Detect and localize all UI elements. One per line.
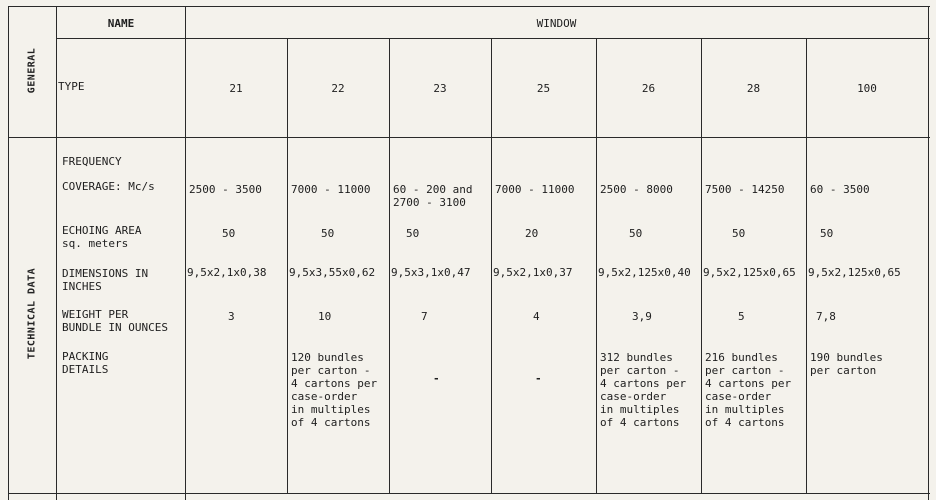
coverage-label: COVERAGE: Mc/s [62, 180, 155, 193]
rule-top [8, 6, 930, 7]
packing-details-label: DETAILS [62, 363, 109, 376]
coverage-value: 2500 - 8000 [600, 183, 673, 196]
packing-value: 4 cartons per [600, 377, 687, 390]
weight-value: 7 [421, 310, 428, 323]
coverage-value: 7500 - 14250 [705, 183, 785, 196]
type-value: 26 [641, 82, 656, 95]
packing-value: case-order [291, 390, 358, 403]
echoing-area-value: 50 [321, 227, 335, 240]
packing-value: of 4 cartons [600, 416, 680, 429]
packing-details-label: PACKING [62, 350, 109, 363]
rule-label-col [56, 6, 57, 500]
packing-value: of 4 cartons [291, 416, 371, 429]
general-side-label: GENERAL [26, 47, 38, 94]
dimensions-value: 9,5x2,1x0,38 [187, 266, 267, 279]
echoing-area-value: 20 [525, 227, 539, 240]
rule-left [8, 6, 9, 500]
type-value: 22 [331, 82, 345, 95]
window-header: WINDOW [536, 17, 577, 30]
rule-col-4 [596, 38, 597, 493]
coverage-value: 60 - 3500 [810, 183, 870, 196]
type-value: 25 [536, 82, 551, 95]
frequency-label: FREQUENCY [62, 155, 122, 168]
type-value: 21 [229, 82, 243, 95]
rule-col-5 [701, 38, 702, 493]
rule-name-col [185, 6, 186, 500]
rule-right [928, 6, 929, 500]
dimensions-label: INCHES [62, 280, 102, 293]
packing-value: case-order [705, 390, 772, 403]
rule-col-3 [491, 38, 492, 493]
packing-value: per carton - [600, 364, 680, 377]
packing-value: per carton [810, 364, 877, 377]
rule-col-1 [287, 38, 288, 493]
weight-value: 10 [318, 310, 332, 323]
echoing-area-value: 50 [406, 227, 420, 240]
echoing-area-value: 50 [732, 227, 746, 240]
weight-value: 7,8 [816, 310, 836, 323]
coverage-value: 2700 - 3100 [393, 196, 466, 209]
packing-value: 312 bundles [600, 351, 673, 364]
echoing-area-label: ECHOING AREA [62, 224, 142, 237]
packing-value: in multiples [291, 403, 371, 416]
name-header: NAME [107, 17, 135, 30]
coverage-value: 7000 - 11000 [495, 183, 575, 196]
packing-dash: - [433, 372, 440, 385]
packing-value: per carton - [705, 364, 785, 377]
rule-bottom [8, 493, 930, 494]
coverage-value: 60 - 200 and [393, 183, 473, 196]
dimensions-value: 9,5x2,125x0,65 [703, 266, 796, 279]
type-value: 100 [857, 82, 877, 95]
packing-value: 216 bundles [705, 351, 778, 364]
packing-value: in multiples [705, 403, 785, 416]
dimensions-value: 9,5x2,125x0,40 [598, 266, 691, 279]
echoing-area-value: 50 [820, 227, 834, 240]
weight-value: 3,9 [632, 310, 652, 323]
type-value: 28 [746, 82, 761, 95]
weight-value: 5 [738, 310, 745, 323]
packing-value: in multiples [600, 403, 680, 416]
dimensions-value: 9,5x3,1x0,47 [391, 266, 471, 279]
coverage-value: 2500 - 3500 [189, 183, 262, 196]
weight-value: 4 [533, 310, 540, 323]
echoing-area-value: 50 [222, 227, 236, 240]
dimensions-value: 9,5x3,55x0,62 [289, 266, 376, 279]
packing-value: 120 bundles [291, 351, 364, 364]
technical-data-side-label: TECHNICAL DATA [26, 267, 38, 360]
weight-label: BUNDLE IN OUNCES [62, 321, 168, 334]
packing-value: per carton - [291, 364, 371, 377]
packing-value: of 4 cartons [705, 416, 785, 429]
weight-value: 3 [228, 310, 235, 323]
type-label: TYPE [58, 80, 85, 93]
echoing-area-label: sq. meters [62, 237, 129, 250]
packing-value: 4 cartons per [291, 377, 378, 390]
rule-col-6 [806, 38, 807, 493]
echoing-area-value: 50 [629, 227, 643, 240]
type-value: 23 [433, 82, 447, 95]
weight-label: WEIGHT PER [62, 308, 129, 321]
dimensions-label: DIMENSIONS IN [62, 267, 149, 280]
rule-general [8, 137, 930, 138]
dimensions-value: 9,5x2,1x0,37 [493, 266, 573, 279]
packing-value: 190 bundles [810, 351, 883, 364]
coverage-value: 7000 - 11000 [291, 183, 371, 196]
rule-col-2 [389, 38, 390, 493]
packing-value: case-order [600, 390, 667, 403]
packing-dash: - [535, 372, 542, 385]
dimensions-value: 9,5x2,125x0,65 [808, 266, 901, 279]
rule-header [56, 38, 930, 39]
packing-value: 4 cartons per [705, 377, 792, 390]
